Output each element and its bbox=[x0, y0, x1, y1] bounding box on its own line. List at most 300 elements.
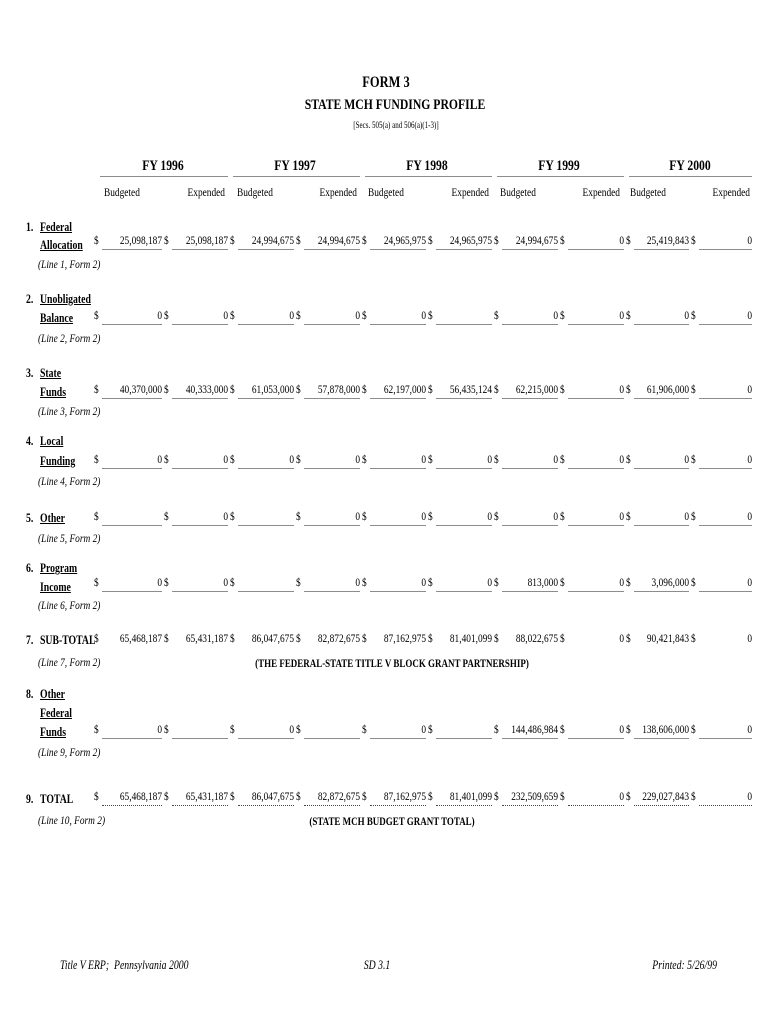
amount-fy1999-expended: 0 bbox=[619, 382, 624, 396]
amount-underline bbox=[436, 591, 492, 592]
amount-underline bbox=[634, 805, 689, 806]
dollar-sign: $ bbox=[164, 575, 169, 589]
amount-underline bbox=[370, 805, 426, 806]
amount-fy1996-expended: 65,431,187 bbox=[185, 789, 228, 803]
row-label: Other bbox=[40, 511, 65, 525]
amount-underline bbox=[370, 249, 426, 250]
row-number: 5. bbox=[26, 511, 34, 525]
dollar-sign: $ bbox=[230, 233, 235, 247]
amount-underline bbox=[102, 249, 162, 250]
amount-fy1996-budgeted: 40,370,000 bbox=[119, 382, 162, 396]
dollar-sign: $ bbox=[626, 233, 631, 247]
amount-underline bbox=[436, 805, 492, 806]
amount-underline bbox=[304, 324, 360, 325]
amount-underline bbox=[238, 324, 294, 325]
dollar-sign: $ bbox=[362, 722, 367, 736]
amount-fy2000-expended: 0 bbox=[747, 452, 752, 466]
dollar-sign: $ bbox=[494, 789, 499, 803]
dollar-sign: $ bbox=[296, 789, 301, 803]
amount-fy1998-budgeted: 0 bbox=[421, 509, 426, 523]
amount-fy1998-expended: 0 bbox=[487, 509, 492, 523]
dollar-sign: $ bbox=[230, 509, 235, 523]
amount-fy1996-budgeted: 25,098,187 bbox=[119, 233, 162, 247]
dollar-sign: $ bbox=[691, 789, 696, 803]
row-label: Balance bbox=[40, 311, 74, 325]
amount-fy2000-expended: 0 bbox=[747, 382, 752, 396]
dollar-sign: $ bbox=[296, 382, 301, 396]
amount-fy1996-expended: 25,098,187 bbox=[185, 233, 228, 247]
amount-underline bbox=[436, 468, 492, 469]
dollar-sign: $ bbox=[362, 575, 367, 589]
amount-fy2000-expended: 0 bbox=[747, 308, 752, 322]
amount-fy2000-budgeted: 3,096,000 bbox=[651, 575, 689, 589]
budgeted-header: Budgeted bbox=[368, 185, 404, 199]
dollar-sign: $ bbox=[164, 509, 169, 523]
amount-underline bbox=[172, 591, 228, 592]
dollar-sign: $ bbox=[230, 631, 235, 645]
amount-fy1998-expended: 24,965,975 bbox=[449, 233, 492, 247]
amount-underline bbox=[699, 738, 752, 739]
amount-underline bbox=[304, 591, 360, 592]
amount-underline bbox=[699, 591, 752, 592]
row-line-reference: (Line 7, Form 2) bbox=[38, 655, 101, 669]
dollar-sign: $ bbox=[626, 789, 631, 803]
fiscal-year-underline bbox=[233, 176, 360, 177]
row-line-reference: (Line 5, Form 2) bbox=[38, 531, 101, 545]
amount-underline bbox=[238, 249, 294, 250]
amount-fy1997-budgeted: 86,047,675 bbox=[251, 789, 294, 803]
row-line-reference: (Line 1, Form 2) bbox=[38, 257, 101, 271]
dollar-sign: $ bbox=[296, 509, 301, 523]
amount-fy1999-expended: 0 bbox=[619, 509, 624, 523]
amount-underline bbox=[634, 249, 689, 250]
dollar-sign: $ bbox=[428, 575, 433, 589]
amount-underline bbox=[699, 249, 752, 250]
budgeted-header: Budgeted bbox=[500, 185, 536, 199]
amount-fy1998-budgeted: 62,197,000 bbox=[383, 382, 426, 396]
row-label: SUB-TOTAL bbox=[40, 633, 96, 647]
amount-underline bbox=[436, 738, 492, 739]
amount-underline bbox=[238, 468, 294, 469]
row-label: Allocation bbox=[40, 238, 83, 252]
expended-header: Expended bbox=[582, 185, 620, 199]
amount-fy1999-budgeted: 24,994,675 bbox=[515, 233, 558, 247]
amount-fy1998-expended: 81,401,099 bbox=[449, 789, 492, 803]
row-line-reference: (Line 9, Form 2) bbox=[38, 745, 101, 759]
amount-underline bbox=[370, 398, 426, 399]
fiscal-year-underline bbox=[629, 176, 752, 177]
dollar-sign: $ bbox=[296, 722, 301, 736]
dollar-sign: $ bbox=[296, 452, 301, 466]
dollar-sign: $ bbox=[164, 382, 169, 396]
amount-fy1996-expended: 65,431,187 bbox=[185, 631, 228, 645]
amount-fy1998-expended: 0 bbox=[487, 452, 492, 466]
row-label: Federal bbox=[40, 220, 72, 234]
expended-header: Expended bbox=[451, 185, 489, 199]
dollar-sign: $ bbox=[560, 575, 565, 589]
amount-fy1997-expended: 82,872,675 bbox=[317, 789, 360, 803]
amount-underline bbox=[502, 468, 558, 469]
amount-fy2000-budgeted: 61,906,000 bbox=[646, 382, 689, 396]
fiscal-year-label: FY 1998 bbox=[406, 158, 448, 174]
amount-fy1999-expended: 0 bbox=[619, 452, 624, 466]
amount-underline bbox=[502, 591, 558, 592]
amount-fy1997-budgeted: 0 bbox=[289, 722, 294, 736]
amount-underline bbox=[502, 525, 558, 526]
dollar-sign: $ bbox=[428, 452, 433, 466]
amount-underline bbox=[634, 525, 689, 526]
row-label: TOTAL bbox=[40, 792, 74, 806]
amount-fy1996-budgeted: 0 bbox=[157, 575, 162, 589]
amount-fy1996-expended: 0 bbox=[223, 452, 228, 466]
amount-fy1998-expended: 0 bbox=[487, 575, 492, 589]
amount-fy1997-expended: 0 bbox=[355, 452, 360, 466]
amount-underline bbox=[238, 525, 294, 526]
fiscal-year-underline bbox=[365, 176, 492, 177]
fiscal-year-label: FY 1996 bbox=[142, 158, 184, 174]
dollar-sign: $ bbox=[691, 509, 696, 523]
amount-fy2000-expended: 0 bbox=[747, 722, 752, 736]
amount-fy2000-budgeted: 0 bbox=[684, 452, 689, 466]
dollar-sign: $ bbox=[428, 631, 433, 645]
row-number: 2. bbox=[26, 292, 34, 306]
amount-fy1999-budgeted: 232,509,659 bbox=[511, 789, 558, 803]
amount-underline bbox=[102, 468, 162, 469]
amount-fy1998-budgeted: 0 bbox=[421, 575, 426, 589]
amount-underline bbox=[304, 525, 360, 526]
dollar-sign: $ bbox=[362, 631, 367, 645]
dollar-sign: $ bbox=[691, 308, 696, 322]
dollar-sign: $ bbox=[296, 631, 301, 645]
dollar-sign: $ bbox=[296, 233, 301, 247]
dollar-sign: $ bbox=[494, 631, 499, 645]
row-note: (THE FEDERAL-STATE TITLE V BLOCK GRANT PARTNERSHIP) bbox=[255, 658, 529, 670]
dollar-sign: $ bbox=[494, 308, 499, 322]
amount-fy1999-budgeted: 144,486,984 bbox=[511, 722, 558, 736]
dollar-sign: $ bbox=[94, 452, 99, 466]
dollar-sign: $ bbox=[164, 308, 169, 322]
dollar-sign: $ bbox=[626, 382, 631, 396]
amount-underline bbox=[172, 324, 228, 325]
row-line-reference: (Line 6, Form 2) bbox=[38, 598, 101, 612]
dollar-sign: $ bbox=[494, 233, 499, 247]
dollar-sign: $ bbox=[94, 722, 99, 736]
dollar-sign: $ bbox=[626, 308, 631, 322]
amount-underline bbox=[370, 525, 426, 526]
dollar-sign: $ bbox=[691, 233, 696, 247]
amount-fy2000-budgeted: 25,419,843 bbox=[646, 233, 689, 247]
row-label: Funds bbox=[40, 725, 67, 739]
amount-underline bbox=[436, 398, 492, 399]
amount-underline bbox=[102, 805, 162, 806]
amount-underline bbox=[102, 738, 162, 739]
dollar-sign: $ bbox=[164, 452, 169, 466]
amount-fy1996-budgeted: 65,468,187 bbox=[119, 631, 162, 645]
amount-underline bbox=[102, 398, 162, 399]
amount-underline bbox=[568, 398, 624, 399]
dollar-sign: $ bbox=[428, 722, 433, 736]
dollar-sign: $ bbox=[94, 631, 99, 645]
dollar-sign: $ bbox=[362, 308, 367, 322]
dollar-sign: $ bbox=[691, 631, 696, 645]
amount-underline bbox=[304, 398, 360, 399]
amount-underline bbox=[568, 249, 624, 250]
amount-fy1996-budgeted: 0 bbox=[157, 452, 162, 466]
dollar-sign: $ bbox=[94, 509, 99, 523]
amount-underline bbox=[304, 249, 360, 250]
amount-underline bbox=[436, 324, 492, 325]
dollar-sign: $ bbox=[362, 789, 367, 803]
amount-underline bbox=[568, 738, 624, 739]
amount-underline bbox=[502, 324, 558, 325]
dollar-sign: $ bbox=[560, 631, 565, 645]
dollar-sign: $ bbox=[494, 575, 499, 589]
dollar-sign: $ bbox=[560, 233, 565, 247]
row-line-reference: (Line 3, Form 2) bbox=[38, 404, 101, 418]
amount-underline bbox=[370, 324, 426, 325]
amount-underline bbox=[436, 249, 492, 250]
amount-underline bbox=[699, 398, 752, 399]
amount-fy1999-budgeted: 88,022,675 bbox=[515, 631, 558, 645]
amount-fy1996-expended: 0 bbox=[223, 509, 228, 523]
amount-underline bbox=[568, 468, 624, 469]
amount-underline bbox=[568, 324, 624, 325]
row-label: Funds bbox=[40, 385, 67, 399]
amount-fy1999-budgeted: 0 bbox=[553, 509, 558, 523]
dollar-sign: $ bbox=[428, 308, 433, 322]
amount-fy1998-budgeted: 0 bbox=[421, 452, 426, 466]
amount-fy1997-budgeted: 86,047,675 bbox=[251, 631, 294, 645]
fiscal-year-label: FY 2000 bbox=[669, 158, 711, 174]
footer-program: Title V ERP; Pennsylvania 2000 bbox=[60, 958, 189, 972]
amount-fy2000-budgeted: 229,027,843 bbox=[642, 789, 689, 803]
dollar-sign: $ bbox=[560, 452, 565, 466]
fiscal-year-underline bbox=[100, 176, 228, 177]
row-line-reference: (Line 2, Form 2) bbox=[38, 331, 101, 345]
amount-fy1996-expended: 0 bbox=[223, 575, 228, 589]
dollar-sign: $ bbox=[94, 308, 99, 322]
dollar-sign: $ bbox=[230, 308, 235, 322]
amount-fy1998-budgeted: 24,965,975 bbox=[383, 233, 426, 247]
amount-fy1999-expended: 0 bbox=[619, 722, 624, 736]
amount-fy2000-expended: 0 bbox=[747, 789, 752, 803]
dollar-sign: $ bbox=[296, 308, 301, 322]
expended-header: Expended bbox=[187, 185, 225, 199]
dollar-sign: $ bbox=[560, 789, 565, 803]
dollar-sign: $ bbox=[494, 722, 499, 736]
amount-fy1996-budgeted: 0 bbox=[157, 308, 162, 322]
amount-underline bbox=[304, 738, 360, 739]
amount-fy1998-budgeted: 87,162,975 bbox=[383, 631, 426, 645]
row-label: Local bbox=[40, 434, 64, 448]
dollar-sign: $ bbox=[230, 789, 235, 803]
dollar-sign: $ bbox=[362, 452, 367, 466]
amount-fy1998-budgeted: 87,162,975 bbox=[383, 789, 426, 803]
dollar-sign: $ bbox=[296, 575, 301, 589]
amount-fy1998-expended: 56,435,124 bbox=[449, 382, 492, 396]
amount-fy2000-expended: 0 bbox=[747, 575, 752, 589]
row-number: 4. bbox=[26, 434, 34, 448]
amount-underline bbox=[370, 738, 426, 739]
dollar-sign: $ bbox=[560, 382, 565, 396]
fiscal-year-label: FY 1999 bbox=[538, 158, 580, 174]
dollar-sign: $ bbox=[560, 308, 565, 322]
dollar-sign: $ bbox=[362, 233, 367, 247]
dollar-sign: $ bbox=[94, 575, 99, 589]
dollar-sign: $ bbox=[494, 509, 499, 523]
amount-fy1997-expended: 0 bbox=[355, 509, 360, 523]
amount-underline bbox=[699, 324, 752, 325]
dollar-sign: $ bbox=[362, 382, 367, 396]
dollar-sign: $ bbox=[428, 789, 433, 803]
dollar-sign: $ bbox=[428, 233, 433, 247]
amount-underline bbox=[502, 738, 558, 739]
row-label: State bbox=[40, 366, 62, 380]
row-label: Funding bbox=[40, 454, 76, 468]
amount-fy1997-expended: 57,878,000 bbox=[317, 382, 360, 396]
expended-header: Expended bbox=[712, 185, 750, 199]
amount-fy1997-budgeted: 0 bbox=[289, 452, 294, 466]
dollar-sign: $ bbox=[494, 382, 499, 396]
dollar-sign: $ bbox=[164, 789, 169, 803]
amount-underline bbox=[502, 398, 558, 399]
dollar-sign: $ bbox=[691, 722, 696, 736]
amount-fy1997-expended: 0 bbox=[355, 575, 360, 589]
amount-underline bbox=[634, 398, 689, 399]
amount-underline bbox=[172, 738, 228, 739]
amount-underline bbox=[304, 805, 360, 806]
dollar-sign: $ bbox=[164, 233, 169, 247]
amount-fy1996-expended: 0 bbox=[223, 308, 228, 322]
dollar-sign: $ bbox=[626, 631, 631, 645]
amount-underline bbox=[502, 805, 558, 806]
amount-underline bbox=[370, 468, 426, 469]
amount-fy1998-budgeted: 0 bbox=[421, 308, 426, 322]
amount-fy1996-budgeted: 65,468,187 bbox=[119, 789, 162, 803]
amount-fy2000-budgeted: 138,606,000 bbox=[642, 722, 689, 736]
amount-underline bbox=[238, 805, 294, 806]
dollar-sign: $ bbox=[691, 452, 696, 466]
form-number: FORM 3 bbox=[362, 74, 410, 91]
dollar-sign: $ bbox=[626, 452, 631, 466]
row-label: Federal bbox=[40, 706, 72, 720]
amount-underline bbox=[172, 398, 228, 399]
amount-underline bbox=[568, 525, 624, 526]
amount-fy1999-budgeted: 0 bbox=[553, 452, 558, 466]
amount-fy2000-expended: 0 bbox=[747, 509, 752, 523]
footer-page-id: SD 3.1 bbox=[363, 958, 391, 972]
amount-underline bbox=[172, 468, 228, 469]
row-number: 9. bbox=[26, 792, 34, 806]
amount-fy1998-budgeted: 0 bbox=[421, 722, 426, 736]
amount-fy1999-budgeted: 0 bbox=[553, 308, 558, 322]
amount-underline bbox=[568, 591, 624, 592]
amount-underline bbox=[102, 525, 162, 526]
amount-fy1996-budgeted: 0 bbox=[157, 722, 162, 736]
amount-fy2000-expended: 0 bbox=[747, 233, 752, 247]
amount-underline bbox=[634, 738, 689, 739]
amount-underline bbox=[699, 805, 752, 806]
amount-fy1997-expended: 82,872,675 bbox=[317, 631, 360, 645]
amount-underline bbox=[699, 525, 752, 526]
amount-underline bbox=[102, 324, 162, 325]
dollar-sign: $ bbox=[428, 509, 433, 523]
row-number: 6. bbox=[26, 561, 34, 575]
amount-fy1997-expended: 24,994,675 bbox=[317, 233, 360, 247]
dollar-sign: $ bbox=[230, 452, 235, 466]
amount-fy1999-expended: 0 bbox=[619, 233, 624, 247]
dollar-sign: $ bbox=[230, 575, 235, 589]
dollar-sign: $ bbox=[428, 382, 433, 396]
amount-fy1999-expended: 0 bbox=[619, 631, 624, 645]
amount-underline bbox=[634, 591, 689, 592]
amount-underline bbox=[172, 525, 228, 526]
amount-fy1999-expended: 0 bbox=[619, 575, 624, 589]
dollar-sign: $ bbox=[494, 452, 499, 466]
amount-underline bbox=[102, 591, 162, 592]
amount-underline bbox=[370, 591, 426, 592]
expended-header: Expended bbox=[319, 185, 357, 199]
amount-underline bbox=[634, 468, 689, 469]
dollar-sign: $ bbox=[94, 789, 99, 803]
dollar-sign: $ bbox=[691, 382, 696, 396]
dollar-sign: $ bbox=[560, 722, 565, 736]
dollar-sign: $ bbox=[230, 382, 235, 396]
amount-underline bbox=[568, 805, 624, 806]
amount-fy1999-expended: 0 bbox=[619, 789, 624, 803]
budgeted-header: Budgeted bbox=[630, 185, 666, 199]
dollar-sign: $ bbox=[626, 722, 631, 736]
footer-printed-date: Printed: 5/26/99 bbox=[652, 958, 717, 972]
dollar-sign: $ bbox=[626, 509, 631, 523]
row-number: 1. bbox=[26, 220, 34, 234]
amount-fy1997-expended: 0 bbox=[355, 308, 360, 322]
amount-fy1996-expended: 40,333,000 bbox=[185, 382, 228, 396]
statute-sections: [Secs. 505(a) and 506(a)(1-3)] bbox=[353, 120, 439, 130]
amount-underline bbox=[436, 525, 492, 526]
dollar-sign: $ bbox=[626, 575, 631, 589]
row-label: Income bbox=[40, 580, 71, 594]
amount-underline bbox=[238, 738, 294, 739]
dollar-sign: $ bbox=[230, 722, 235, 736]
dollar-sign: $ bbox=[691, 575, 696, 589]
amount-fy2000-budgeted: 0 bbox=[684, 509, 689, 523]
dollar-sign: $ bbox=[560, 509, 565, 523]
amount-underline bbox=[238, 398, 294, 399]
row-line-reference: (Line 10, Form 2) bbox=[38, 813, 106, 827]
amount-underline bbox=[172, 805, 228, 806]
amount-underline bbox=[304, 468, 360, 469]
amount-underline bbox=[634, 324, 689, 325]
amount-fy1999-budgeted: 813,000 bbox=[527, 575, 558, 589]
amount-fy1997-budgeted: 24,994,675 bbox=[251, 233, 294, 247]
amount-fy1999-budgeted: 62,215,000 bbox=[515, 382, 558, 396]
row-label: Other bbox=[40, 687, 65, 701]
dollar-sign: $ bbox=[94, 382, 99, 396]
row-label: Program bbox=[40, 561, 78, 575]
amount-fy2000-budgeted: 0 bbox=[684, 308, 689, 322]
amount-underline bbox=[238, 591, 294, 592]
dollar-sign: $ bbox=[164, 631, 169, 645]
amount-underline bbox=[502, 249, 558, 250]
row-note: (STATE MCH BUDGET GRANT TOTAL) bbox=[309, 816, 475, 828]
amount-fy1999-expended: 0 bbox=[619, 308, 624, 322]
form-title: STATE MCH FUNDING PROFILE bbox=[304, 97, 486, 113]
dollar-sign: $ bbox=[164, 722, 169, 736]
dollar-sign: $ bbox=[362, 509, 367, 523]
row-number: 8. bbox=[26, 687, 34, 701]
amount-fy1998-expended: 81,401,099 bbox=[449, 631, 492, 645]
